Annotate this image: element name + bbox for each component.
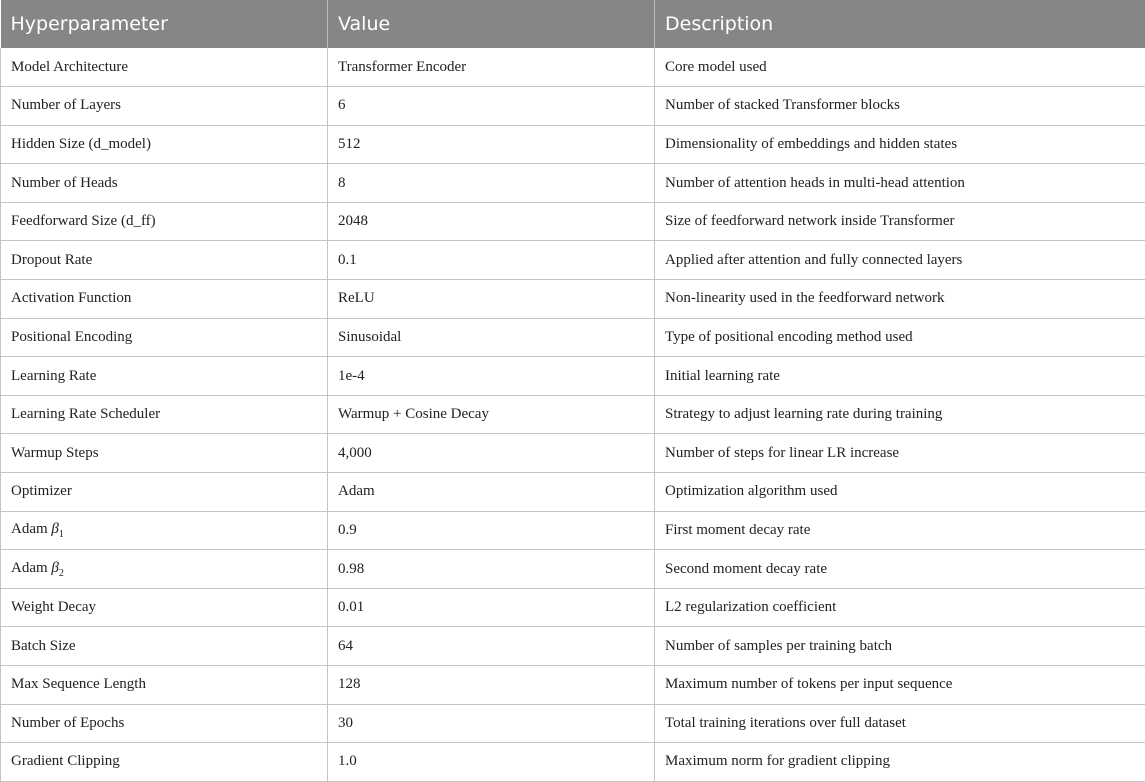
hyperparameter-name: Dropout Rate — [11, 252, 92, 268]
cell-hyperparameter — [1, 704, 328, 743]
cell-hyperparameter — [1, 202, 328, 241]
hyperparameter-name: Hidden Size (d_model) — [11, 136, 151, 152]
table-row — [1, 511, 1145, 550]
cell-value: 64 — [328, 627, 655, 666]
cell-hyperparameter — [1, 550, 328, 589]
table-row — [1, 550, 1145, 589]
cell-hyperparameter — [1, 87, 328, 126]
header-description: Description — [655, 0, 1145, 48]
beta-symbol: β — [51, 560, 58, 576]
table-row — [1, 164, 1145, 203]
cell-value: 0.1 — [328, 241, 655, 280]
cell-description: Total training iterations over full dataset — [655, 704, 1145, 743]
table-row — [1, 588, 1145, 627]
cell-value: 8 — [328, 164, 655, 203]
cell-value: 128 — [328, 666, 655, 705]
cell-description: Maximum norm for gradient clipping — [655, 743, 1145, 782]
hyperparameter-name: Adam — [11, 560, 48, 576]
cell-description: Second moment decay rate — [655, 550, 1145, 589]
cell-hyperparameter — [1, 511, 328, 550]
table-body — [1, 48, 1145, 781]
hyperparameter-name: Max Sequence Length — [11, 676, 146, 692]
cell-description: L2 regularization coefficient — [655, 588, 1145, 627]
cell-value: 30 — [328, 704, 655, 743]
cell-value: 1e-4 — [328, 357, 655, 396]
hyperparameter-name: Learning Rate — [11, 368, 96, 384]
cell-hyperparameter — [1, 280, 328, 319]
table-header — [1, 0, 1145, 48]
cell-hyperparameter — [1, 164, 328, 203]
cell-value: 0.9 — [328, 511, 655, 550]
table-row — [1, 666, 1145, 705]
cell-description: Size of feedforward network inside Transformer — [655, 202, 1145, 241]
cell-hyperparameter — [1, 357, 328, 396]
table-row — [1, 48, 1145, 87]
table-row — [1, 202, 1145, 241]
beta-symbol: β — [51, 521, 58, 537]
beta-subscript: 2 — [59, 568, 64, 579]
table-row — [1, 280, 1145, 319]
cell-hyperparameter — [1, 588, 328, 627]
hyperparameter-name: Learning Rate Scheduler — [11, 406, 160, 422]
hyperparameter-name: Batch Size — [11, 638, 76, 654]
cell-value: 1.0 — [328, 743, 655, 782]
hyperparameter-name: Positional Encoding — [11, 329, 132, 345]
table-row — [1, 627, 1145, 666]
cell-description: Core model used — [655, 48, 1145, 87]
cell-value: Adam — [328, 473, 655, 512]
cell-hyperparameter — [1, 48, 328, 87]
cell-description: Initial learning rate — [655, 357, 1145, 396]
hyperparameter-name: Number of Epochs — [11, 715, 124, 731]
cell-hyperparameter — [1, 395, 328, 434]
cell-description: First moment decay rate — [655, 511, 1145, 550]
table-row — [1, 125, 1145, 164]
table-row — [1, 87, 1145, 126]
cell-hyperparameter — [1, 627, 328, 666]
cell-description: Dimensionality of embeddings and hidden states — [655, 125, 1145, 164]
table-row — [1, 473, 1145, 512]
cell-value: 512 — [328, 125, 655, 164]
cell-hyperparameter — [1, 743, 328, 782]
cell-value: 4,000 — [328, 434, 655, 473]
cell-description: Non-linearity used in the feedforward network — [655, 280, 1145, 319]
cell-value: 0.01 — [328, 588, 655, 627]
hyperparameter-name: Weight Decay — [11, 599, 96, 615]
cell-description: Number of steps for linear LR increase — [655, 434, 1145, 473]
hyperparameter-name: Number of Layers — [11, 97, 121, 113]
cell-description: Number of stacked Transformer blocks — [655, 87, 1145, 126]
cell-description: Optimization algorithm used — [655, 473, 1145, 512]
cell-hyperparameter — [1, 318, 328, 357]
cell-value: Sinusoidal — [328, 318, 655, 357]
cell-description: Applied after attention and fully connected layers — [655, 241, 1145, 280]
table-row — [1, 743, 1145, 782]
hyperparameter-name: Gradient Clipping — [11, 753, 120, 769]
hyperparameter-name: Warmup Steps — [11, 445, 99, 461]
hyperparameter-name: Feedforward Size (d_ff) — [11, 213, 156, 229]
table-row — [1, 357, 1145, 396]
cell-hyperparameter — [1, 473, 328, 512]
cell-value: ReLU — [328, 280, 655, 319]
table-row — [1, 434, 1145, 473]
cell-description: Number of attention heads in multi-head attention — [655, 164, 1145, 203]
hyperparameter-name: Optimizer — [11, 483, 72, 499]
cell-value: 6 — [328, 87, 655, 126]
cell-description: Number of samples per training batch — [655, 627, 1145, 666]
header-row — [1, 0, 1145, 48]
table-row — [1, 395, 1145, 434]
table-row — [1, 704, 1145, 743]
cell-description: Maximum number of tokens per input sequence — [655, 666, 1145, 705]
cell-hyperparameter — [1, 666, 328, 705]
header-value: Value — [328, 0, 655, 48]
cell-value: Warmup + Cosine Decay — [328, 395, 655, 434]
hyperparameter-name: Activation Function — [11, 290, 131, 306]
cell-description: Type of positional encoding method used — [655, 318, 1145, 357]
cell-hyperparameter — [1, 434, 328, 473]
beta-subscript: 1 — [59, 529, 64, 540]
cell-value: 2048 — [328, 202, 655, 241]
cell-description: Strategy to adjust learning rate during training — [655, 395, 1145, 434]
table-row — [1, 241, 1145, 280]
hyperparameter-name: Model Architecture — [11, 59, 128, 75]
header-hyperparameter: Hyperparameter — [1, 0, 328, 48]
cell-hyperparameter — [1, 241, 328, 280]
hyperparameter-name: Number of Heads — [11, 175, 118, 191]
cell-value: 0.98 — [328, 550, 655, 589]
table-row — [1, 318, 1145, 357]
cell-hyperparameter — [1, 125, 328, 164]
hyperparameter-name: Adam — [11, 521, 48, 537]
cell-value: Transformer Encoder — [328, 48, 655, 87]
